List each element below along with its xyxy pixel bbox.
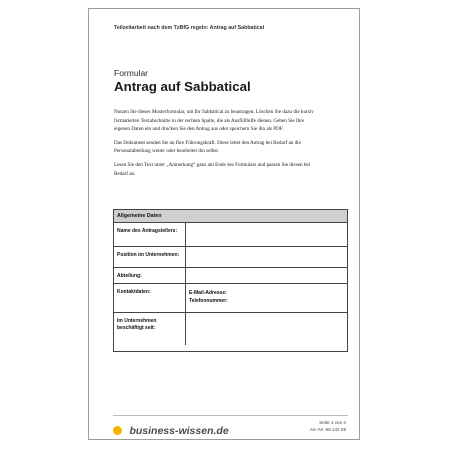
phone-field-label: Telefonnummer: (189, 298, 228, 304)
tenure-field[interactable] (186, 313, 347, 345)
name-field[interactable] (186, 223, 347, 247)
form-section-header: Allgemeine Daten (114, 210, 347, 223)
name-label: Name des Antragstellers: (114, 223, 186, 247)
document-page (88, 8, 360, 440)
general-data-form (113, 209, 348, 352)
intro-paragraph: Nutzen Sie dieses Musterformular, um Ihr Sabbatical zu beantragen. Löschen Sie dazu die kursiv formatierten Textabschnitte in der rechten Spalte, die als Ausfüllhilfe dienen. Geben Sie Ihre eigenen Daten ein und drucken Sie den Antrag aus oder speichern Sie ihn als PDF. (114, 109, 314, 133)
document-kicker: Formular (114, 68, 149, 78)
intro-paragraph: Das Dokument senden Sie an Ihre Führungskraft. Diese leitet den Antrag bei Bedarf an die Personalabteilung weiter oder bearbeitet ihn selbst. (114, 139, 301, 155)
department-field[interactable] (186, 268, 347, 284)
intro-text (114, 108, 314, 183)
footer-logo (113, 422, 229, 440)
footer-divider (113, 415, 348, 416)
logo-text: business-wissen.de (129, 424, 229, 437)
contact-label: Kontaktdaten: (114, 284, 186, 313)
position-label: Position im Unternehmen: (114, 247, 186, 268)
logo-dot-icon (113, 426, 122, 435)
tenure-label: Im Unternehmen beschäftigt seit: (114, 313, 186, 345)
intro-paragraph: Lesen Sie den Text unter „Anmerkung“ ganz am Ende des Formulars und passen Sie diesen bei Bedarf an. (114, 161, 311, 177)
email-field-label: E-Mail-Adresse: (189, 290, 227, 296)
contact-field[interactable] (186, 284, 347, 313)
position-field[interactable] (186, 247, 347, 268)
document-title: Antrag auf Sabbatical (114, 79, 251, 94)
article-number: Art.-Nr. 99.142.09 (309, 426, 346, 432)
page-number: Seite 1 von 4 (319, 420, 346, 425)
department-label: Abteilung: (114, 268, 186, 284)
running-head: Teilzeitarbeit nach dem TzBfG regeln: Antrag auf Sabbatical (114, 25, 265, 31)
page-info (310, 420, 346, 433)
